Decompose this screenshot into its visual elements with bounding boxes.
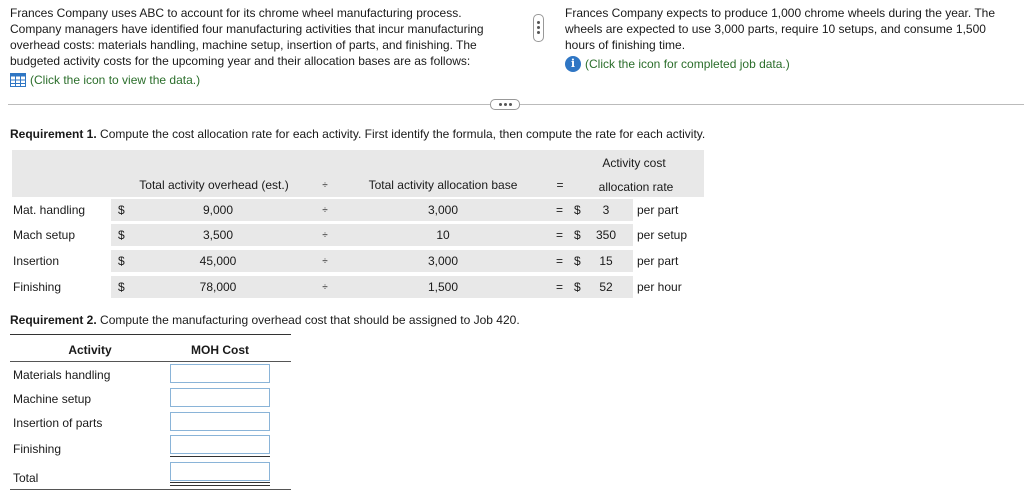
moh-input-materials-handling[interactable]: [170, 364, 270, 383]
table2-top-rule: [10, 334, 291, 335]
requirement-2: [10, 313, 520, 327]
vertical-splitter-handle[interactable]: [533, 14, 544, 42]
row-divide: ÷: [322, 281, 328, 293]
row-unit: per hour: [637, 280, 682, 294]
table2-header-rule: [10, 361, 291, 362]
row-rate-dollar: $: [574, 280, 581, 294]
row-divide: ÷: [322, 229, 328, 241]
intro-right: [565, 5, 1015, 72]
row-name: Mach setup: [13, 228, 76, 242]
req2-text: Compute the manufacturing overhead cost that should be assigned to Job 420.: [100, 313, 520, 327]
row-base: 3,000: [427, 254, 459, 268]
moh-row-label: Insertion of parts: [13, 416, 103, 430]
row-rate-dollar: $: [574, 203, 581, 217]
req2-label: Requirement 2.: [10, 313, 97, 327]
job-data-link-text[interactable]: (Click the icon for completed job data.): [585, 57, 790, 71]
moh-input-machine-setup[interactable]: [170, 388, 270, 407]
row-unit: per part: [637, 203, 679, 217]
row-equals: =: [556, 254, 564, 268]
header-overhead: Total activity overhead (est.): [139, 178, 289, 192]
row-base: 10: [436, 228, 450, 242]
row-name: Finishing: [13, 280, 62, 294]
row-overhead: 45,000: [199, 254, 237, 268]
header-rate-line1: Activity cost: [602, 156, 666, 170]
table2-bottom-rule: [10, 489, 291, 490]
moh-row-label: Machine setup: [13, 392, 92, 406]
moh-row-label: Finishing: [13, 442, 62, 456]
col-activity-header: Activity: [68, 343, 112, 357]
view-data-link-text[interactable]: (Click the icon to view the data.): [30, 73, 201, 87]
row-name: Insertion: [13, 254, 60, 268]
row-overhead: 78,000: [199, 280, 237, 294]
header-base: Total activity allocation base: [368, 178, 518, 192]
info-icon[interactable]: i: [565, 56, 581, 72]
row-divide: ÷: [322, 204, 328, 216]
header-rate-line2: allocation rate: [598, 180, 674, 194]
row-equals: =: [556, 203, 564, 217]
intro-right-text: Frances Company expects to produce 1,000 chrome wheels during the year. The wheels are expected to use 3,000 parts, require 10 setups, and consume 1,500 hours of finishing time.: [565, 6, 996, 52]
moh-total-label: Total: [13, 471, 39, 485]
row-rate: 350: [595, 228, 617, 242]
row-unit: per setup: [637, 228, 688, 242]
header-divide: ÷: [322, 179, 328, 191]
row-divide: ÷: [322, 255, 328, 267]
col-moh-header: MOH Cost: [191, 343, 249, 357]
subtotal-rule: [170, 456, 270, 457]
row-dollar: $: [118, 228, 125, 242]
moh-input-finishing[interactable]: [170, 435, 270, 454]
row-rate: 3: [602, 203, 610, 217]
job-data-link[interactable]: [565, 56, 1015, 72]
moh-input-insertion-of-parts[interactable]: [170, 412, 270, 431]
total-double-rule-bottom: [170, 485, 270, 486]
requirement-1: [10, 127, 705, 141]
row-overhead: 9,000: [202, 203, 234, 217]
row-dollar: $: [118, 203, 125, 217]
req1-label: Requirement 1.: [10, 127, 97, 141]
moh-row-label: Materials handling: [13, 368, 111, 382]
view-data-link[interactable]: [10, 72, 510, 88]
row-dollar: $: [118, 254, 125, 268]
table-grid-icon[interactable]: [10, 73, 26, 87]
intro-left: [10, 5, 510, 88]
row-equals: =: [556, 228, 564, 242]
row-rate: 15: [599, 254, 613, 268]
row-rate-dollar: $: [574, 254, 581, 268]
row-base: 1,500: [427, 280, 459, 294]
header-equals: =: [556, 178, 564, 192]
moh-input-total[interactable]: [170, 462, 270, 481]
row-overhead: 3,500: [202, 228, 234, 242]
row-base: 3,000: [427, 203, 459, 217]
row-rate: 52: [599, 280, 613, 294]
req1-text: Compute the cost allocation rate for each activity. First identify the formula, then compute the rate for each activity.: [100, 127, 706, 141]
total-double-rule-top: [170, 482, 270, 483]
row-unit: per part: [637, 254, 679, 268]
row-equals: =: [556, 280, 564, 294]
row-dollar: $: [118, 280, 125, 294]
intro-left-text: Frances Company uses ABC to account for its chrome wheel manufacturing process. Company managers have identified four manufacturing activities that incur manufacturing overhead costs: materials handling, machine setup, insertion of parts, and finishing. The budgeted activity costs for the upcoming year and their allocation bases are as follows:: [10, 6, 484, 68]
row-name: Mat. handling: [13, 203, 86, 217]
row-rate-dollar: $: [574, 228, 581, 242]
horizontal-splitter-handle[interactable]: [490, 99, 520, 110]
